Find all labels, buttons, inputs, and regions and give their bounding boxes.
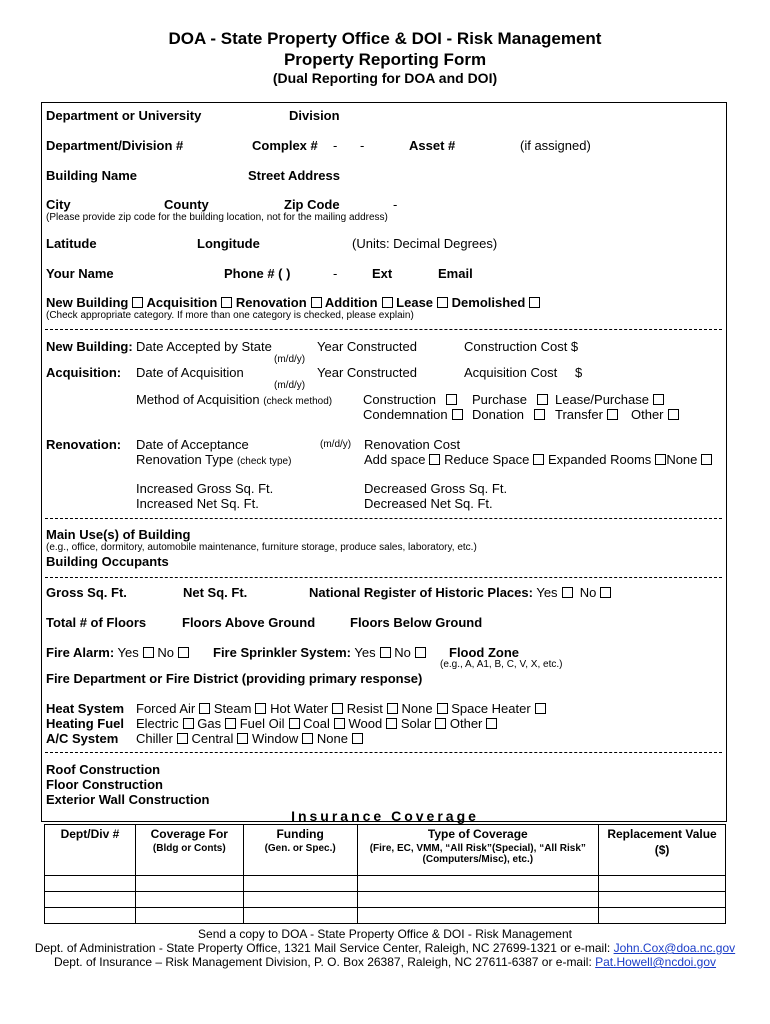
email-label: Email [438, 266, 473, 281]
option-label: None [316, 731, 348, 746]
gas-checkbox[interactable] [225, 718, 236, 729]
add-space-label: Add space [364, 452, 426, 467]
construction-checkbox[interactable] [446, 394, 457, 405]
coal-checkbox[interactable] [334, 718, 345, 729]
option-label: Fuel Oil [239, 716, 285, 731]
col-coverage-sub: (Bldg or Conts) [152, 843, 226, 854]
col-funding-sub: (Gen. or Spec.) [264, 843, 336, 854]
col-dept-div: Dept/Div # [45, 825, 136, 876]
roof-construction-label: Roof Construction [46, 762, 161, 777]
option-label: Hot Water [270, 701, 329, 716]
table-cell[interactable] [243, 892, 357, 908]
table-cell[interactable] [45, 876, 136, 892]
option-label: Resist [346, 701, 383, 716]
yes-label: Yes [117, 645, 139, 660]
longitude-label: Longitude [197, 236, 260, 251]
renovation-checkbox[interactable] [311, 297, 322, 308]
check-method-hint: (check method) [263, 396, 333, 407]
donation-option: Donation [472, 407, 545, 422]
category-row [46, 295, 540, 310]
total-floors-label: Total # of Floors [46, 615, 147, 630]
option-label: Window [252, 731, 299, 746]
divider [45, 329, 722, 330]
decreased-gross-sqft-label: Decreased Gross Sq. Ft. [364, 481, 508, 496]
zip-separator: - [393, 197, 398, 212]
historic-yes-checkbox[interactable] [562, 587, 573, 598]
units-note: (Units: Decimal Degrees) [352, 236, 498, 251]
fire-alarm-label: Fire Alarm: [46, 645, 115, 660]
divider [45, 518, 722, 519]
fire-alarm-row [46, 645, 189, 660]
sprinkler-no-checkbox[interactable] [415, 647, 426, 658]
none-checkbox[interactable] [701, 454, 712, 465]
dept-division-number-label: Department/Division # [46, 138, 184, 153]
form-title: DOA - State Property Office & DOI - Risk Management [168, 29, 602, 48]
option-label: Space Heater [451, 701, 531, 716]
acquisition-section-label: Acquisition: [46, 365, 122, 380]
divider [45, 577, 722, 578]
other-option: Other [631, 407, 679, 422]
date-format-hint: (m/d/y) [274, 354, 306, 365]
solar-checkbox[interactable] [435, 718, 446, 729]
purchase-checkbox[interactable] [537, 394, 548, 405]
form-subtitle-note: (Dual Reporting for DOA and DOI) [272, 70, 498, 86]
footer-line-3: Dept. of Insurance – Risk Management Division, P. O. Box 26387, Raleigh, NC 27611-6387 or e-mail: Pat.Howell@ncdoi.gov [53, 955, 717, 969]
demolished-checkbox[interactable] [529, 297, 540, 308]
footer-line-2: Dept. of Administration - State Property Office, 1321 Mail Service Center, Raleigh, NC 27699-1321 or e-mail: John.Cox@doa.nc.gov [34, 941, 736, 955]
floors-above-ground-label: Floors Above Ground [182, 615, 316, 630]
acquisition-cost-label: Acquisition Cost [464, 365, 558, 380]
purchase-option: Purchase [472, 392, 548, 407]
if-assigned-note: (if assigned) [520, 138, 591, 153]
acquisition-checkbox[interactable] [221, 297, 232, 308]
renovation-label: Renovation [235, 295, 307, 310]
zip-code-label: Zip Code [284, 197, 340, 212]
complex-number-label: Complex # [252, 138, 318, 153]
flood-zone-examples: (e.g., A, A1, B, C, V, X, etc.) [440, 659, 563, 670]
your-name-label: Your Name [46, 266, 114, 281]
no-label: No [394, 645, 411, 660]
table-cell[interactable] [599, 908, 726, 924]
renovation-cost-label: Renovation Cost [364, 437, 461, 452]
heat-system-options [136, 701, 546, 716]
table-cell[interactable] [135, 892, 243, 908]
option-label: Other [449, 716, 483, 731]
table-header-row [45, 825, 726, 876]
transfer-option: Transfer [555, 407, 618, 422]
new-building-section-label: New Building: [46, 339, 133, 354]
addition-label: Addition [324, 295, 378, 310]
form-subtitle: Property Reporting Form [283, 50, 487, 69]
option-label: Electric [136, 716, 179, 731]
increased-gross-sqft-label: Increased Gross Sq. Ft. [136, 481, 274, 496]
complex-separator: - [333, 138, 338, 153]
gross-sqft-label: Gross Sq. Ft. [46, 585, 127, 600]
historic-no-checkbox[interactable] [600, 587, 611, 598]
division-label: Division [289, 108, 340, 123]
main-use-examples: (e.g., office, dormitory, automobile maintenance, furniture storage, produce sales, laboratory, etc.) [46, 542, 477, 553]
none-label: None [666, 452, 698, 467]
table-cell[interactable] [357, 876, 599, 892]
condemnation-option: Condemnation [363, 407, 463, 422]
condemnation-checkbox[interactable] [452, 409, 463, 420]
option-label: None [401, 701, 433, 716]
table-cell[interactable] [599, 876, 726, 892]
fire-alarm-no-checkbox[interactable] [178, 647, 189, 658]
latitude-label: Latitude [46, 236, 97, 251]
dollar-sign: $ [575, 365, 583, 380]
fire-alarm-yes-checkbox[interactable] [143, 647, 154, 658]
yes-label: Yes [354, 645, 376, 660]
dept-university-label: Department or University [46, 108, 202, 123]
method-of-acquisition-label: Method of Acquisition (check method) [136, 392, 333, 407]
option-label: Forced Air [136, 701, 196, 716]
acquisition-label: Acquisition [146, 295, 218, 310]
chiller-checkbox[interactable] [177, 733, 188, 744]
building-name-label: Building Name [46, 168, 138, 183]
table-row [45, 876, 726, 892]
option-label: Gas [197, 716, 222, 731]
date-format-hint: (m/d/y) [274, 380, 306, 391]
insurance-coverage-heading: Insurance Coverage [291, 808, 479, 824]
lease-purchase-option: Lease/Purchase [555, 392, 664, 407]
increased-net-sqft-label: Increased Net Sq. Ft. [136, 496, 259, 511]
sprinkler-yes-checkbox[interactable] [380, 647, 391, 658]
reduce-space-checkbox[interactable] [533, 454, 544, 465]
ac-system-options [136, 731, 363, 746]
table-cell[interactable] [357, 892, 599, 908]
donation-checkbox[interactable] [534, 409, 545, 420]
reduce-space-label: Reduce Space [444, 452, 530, 467]
table-cell[interactable] [599, 892, 726, 908]
phone-separator: - [333, 266, 338, 281]
ext-label: Ext [372, 266, 393, 281]
central-checkbox[interactable] [237, 733, 248, 744]
fuel-oil-checkbox[interactable] [289, 718, 300, 729]
expanded-rooms-checkbox[interactable] [655, 454, 666, 465]
footer-line-1: Send a copy to DOA - State Property Office & DOI - Risk Management [198, 927, 572, 941]
doi-email-link[interactable]: Pat.Howell@ncdoi.gov [595, 955, 717, 969]
new-building-label: New Building [46, 295, 129, 310]
table-cell[interactable] [45, 908, 136, 924]
county-label: County [164, 197, 209, 212]
city-label: City [46, 197, 71, 212]
check-type-hint: (check type) [236, 456, 292, 467]
no-label: No [579, 585, 597, 600]
option-label: Chiller [136, 731, 173, 746]
zip-note: (Please provide zip code for the building location, not for the mailing address) [46, 212, 388, 223]
date-accepted-label: Date Accepted by State [136, 339, 272, 354]
heating-fuel-options [136, 716, 497, 731]
date-format-hint: (m/d/y) [320, 439, 352, 450]
historic-places-label: National Register of Historic Places: [309, 585, 533, 600]
renovation-type-options [364, 452, 712, 467]
col-replacement-value: Replacement Value ($) [599, 825, 726, 876]
window-checkbox[interactable] [302, 733, 313, 744]
other-checkbox[interactable] [668, 409, 679, 420]
exterior-wall-construction-label: Exterior Wall Construction [46, 792, 210, 807]
resist-checkbox[interactable] [387, 703, 398, 714]
table-row [45, 892, 726, 908]
expanded-rooms-label: Expanded Rooms [547, 452, 652, 467]
complex-separator: - [360, 138, 365, 153]
forced-air-checkbox[interactable] [199, 703, 210, 714]
option-label: Steam [213, 701, 252, 716]
lease-label: Lease [396, 295, 434, 310]
phone-label: Phone # ( ) [224, 266, 291, 281]
heat-none-checkbox[interactable] [437, 703, 448, 714]
fire-district-label: Fire Department or Fire District (providing primary response) [46, 671, 423, 686]
heat-system-label: Heat System [46, 701, 125, 716]
sprinkler-label: Fire Sprinkler System: [213, 645, 351, 660]
steam-checkbox[interactable] [255, 703, 266, 714]
table-cell[interactable] [135, 876, 243, 892]
ac-system-label: A/C System [46, 731, 119, 746]
demolished-label: Demolished [451, 295, 526, 310]
col-value-sub: ($) [654, 843, 670, 857]
construction-option: Construction [363, 392, 457, 407]
table-cell[interactable] [45, 892, 136, 908]
doa-email-link[interactable]: John.Cox@doa.nc.gov [613, 941, 736, 955]
option-label: Coal [303, 716, 330, 731]
col-funding: Funding (Gen. or Spec.) [243, 825, 357, 876]
renovation-type-label: Renovation Type (check type) [136, 452, 292, 467]
sprinkler-row [213, 645, 426, 660]
flood-zone-label: Flood Zone [449, 645, 520, 660]
historic-places-row [309, 585, 611, 600]
lease-purchase-checkbox[interactable] [653, 394, 664, 405]
date-of-acquisition-label: Date of Acquisition [136, 365, 244, 380]
year-constructed-label: Year Constructed [317, 365, 417, 380]
ac-none-checkbox[interactable] [352, 733, 363, 744]
renovation-section-label: Renovation: [46, 437, 122, 452]
space-heater-checkbox[interactable] [535, 703, 546, 714]
table-cell[interactable] [243, 876, 357, 892]
year-constructed-label: Year Constructed [317, 339, 417, 354]
transfer-checkbox[interactable] [607, 409, 618, 420]
asset-number-label: Asset # [409, 138, 456, 153]
main-use-label: Main Use(s) of Building [46, 527, 191, 542]
no-label: No [157, 645, 175, 660]
construction-cost-label: Construction Cost $ [464, 339, 579, 354]
floors-below-ground-label: Floors Below Ground [350, 615, 483, 630]
net-sqft-label: Net Sq. Ft. [183, 585, 248, 600]
addition-checkbox[interactable] [382, 297, 393, 308]
add-space-checkbox[interactable] [429, 454, 440, 465]
col-coverage-for: Coverage For (Bldg or Conts) [135, 825, 243, 876]
option-label: Wood [348, 716, 383, 731]
date-of-acceptance-label: Date of Acceptance [136, 437, 249, 452]
divider [45, 752, 722, 753]
option-label: Central [191, 731, 234, 746]
yes-label: Yes [536, 585, 558, 600]
decreased-net-sqft-label: Decreased Net Sq. Ft. [364, 496, 493, 511]
building-occupants-label: Building Occupants [46, 554, 169, 569]
hot-water-checkbox[interactable] [332, 703, 343, 714]
table-cell[interactable] [135, 908, 243, 924]
col-type-of-coverage: Type of Coverage (Fire, EC, VMM, “All Risk”(Special), “All Risk” (Computers/Misc), etc.) [357, 825, 599, 876]
new-building-checkbox[interactable] [132, 297, 143, 308]
table-row [45, 908, 726, 924]
table-cell[interactable] [243, 908, 357, 924]
floor-construction-label: Floor Construction [46, 777, 163, 792]
col-type-sub: (Fire, EC, VMM, “All Risk”(Special), “All Risk” (Computers/Misc), etc.) [369, 843, 586, 865]
insurance-table [44, 824, 726, 924]
wood-checkbox[interactable] [386, 718, 397, 729]
option-label: Solar [400, 716, 432, 731]
lease-checkbox[interactable] [437, 297, 448, 308]
heating-fuel-label: Heating Fuel [46, 716, 125, 731]
table-cell[interactable] [357, 908, 599, 924]
electric-checkbox[interactable] [183, 718, 194, 729]
street-address-label: Street Address [248, 168, 340, 183]
fuel-other-checkbox[interactable] [486, 718, 497, 729]
category-note: (Check appropriate category. If more than one category is checked, please explain) [46, 310, 414, 321]
